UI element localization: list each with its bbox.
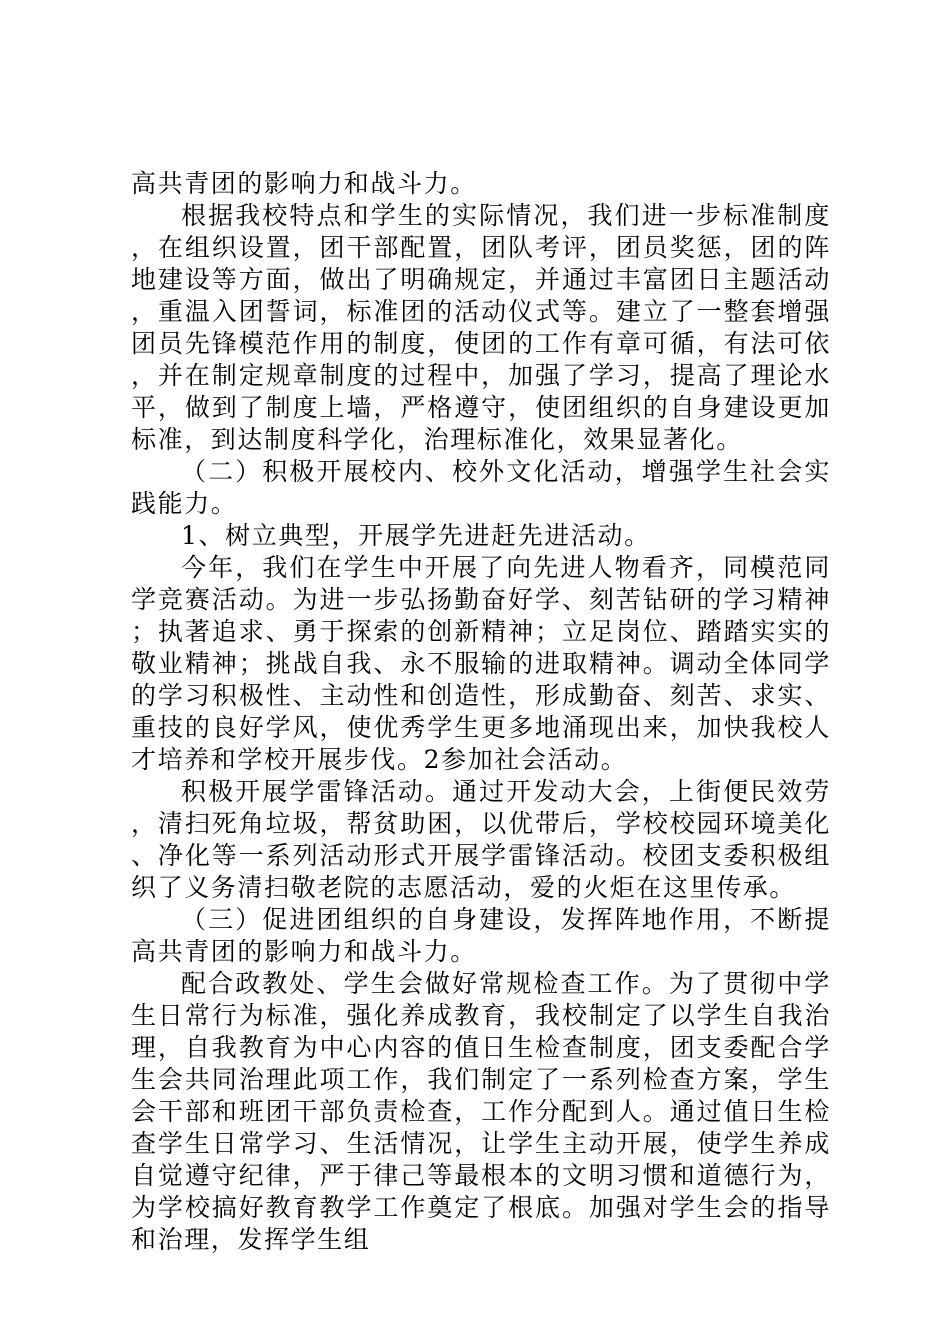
document-body [131,168,831,1256]
paragraph-lei-feng-activities: 积极开展学雷锋活动。通过开发动大会，上街便民效劳，清扫死角垃圾，帮贫助困，以优带后，学校校园环境美化、净化等一系列活动形式开展学雷锋活动。校团支委积极组织了义务清扫敬老院的志愿活动，爱的火炬在这里传承。 [131,777,831,902]
paragraph-model-activities: 今年，我们在学生中开展了向先进人物看齐，同模范同学竞赛活动。为进一步弘扬勤奋好学、刻苦钻研的学习精神；执著追求、勇于探索的创新精神；立足岗位、踏踏实实的敬业精神；挑战自我、永不服输的进取精神。调动全体同学的学习积极性、主动性和创造性，形成勤奋、刻苦、求实、重技的良好学风，使优秀学生更多地涌现出来，加快我校人才培养和学校开展步伐。2参加社会活动。 [131,553,831,774]
paragraph-continuation: 高共青团的影响力和战斗力。 [131,169,477,198]
section-heading-3: （三）促进团组织的自身建设，发挥阵地作用，不断提高共青团的影响力和战斗力。 [131,905,831,966]
paragraph-routine-inspection: 配合政教处、学生会做好常规检查工作。为了贯彻中学生日常行为标准，强化养成教育，我校制定了以学生自我治理，自我教育为中心内容的值日生检查制度，团支委配合学生会共同治理此项工作，我们制定了一系列检查方案，学生会干部和班团干部负责检查，工作分配到人。通过值日生检查学生日常学习、生活情况，让学生主动开展，使学生养成自觉遵守纪律，严于律己等最根本的文明习惯和道德行为，为学校搞好教育教学工作奠定了根底。加强对学生会的指导和治理，发挥学生组 [131,969,831,1254]
paragraph-system-standardization: 根据我校特点和学生的实际情况，我们进一步标准制度，在组织设置，团干部配置，团队考评，团员奖惩，团的阵地建设等方面，做出了明确规定，并通过丰富团日主题活动，重温入团誓词，标准团的活动仪式等。建立了一整套增强团员先锋模范作用的制度，使团的工作有章可循，有法可依，并在制定规章制度的过程中，加强了学习，提高了理论水平，做到了制度上墙，严格遵守，使团组织的自身建设更加标准，到达制度科学化，治理标准化，效果显著化。 [131,201,831,454]
section-heading-2: （二）积极开展校内、校外文化活动，增强学生社会实践能力。 [131,457,831,518]
subheading-1: 1、树立典型，开展学先进赶先进活动。 [181,521,651,550]
